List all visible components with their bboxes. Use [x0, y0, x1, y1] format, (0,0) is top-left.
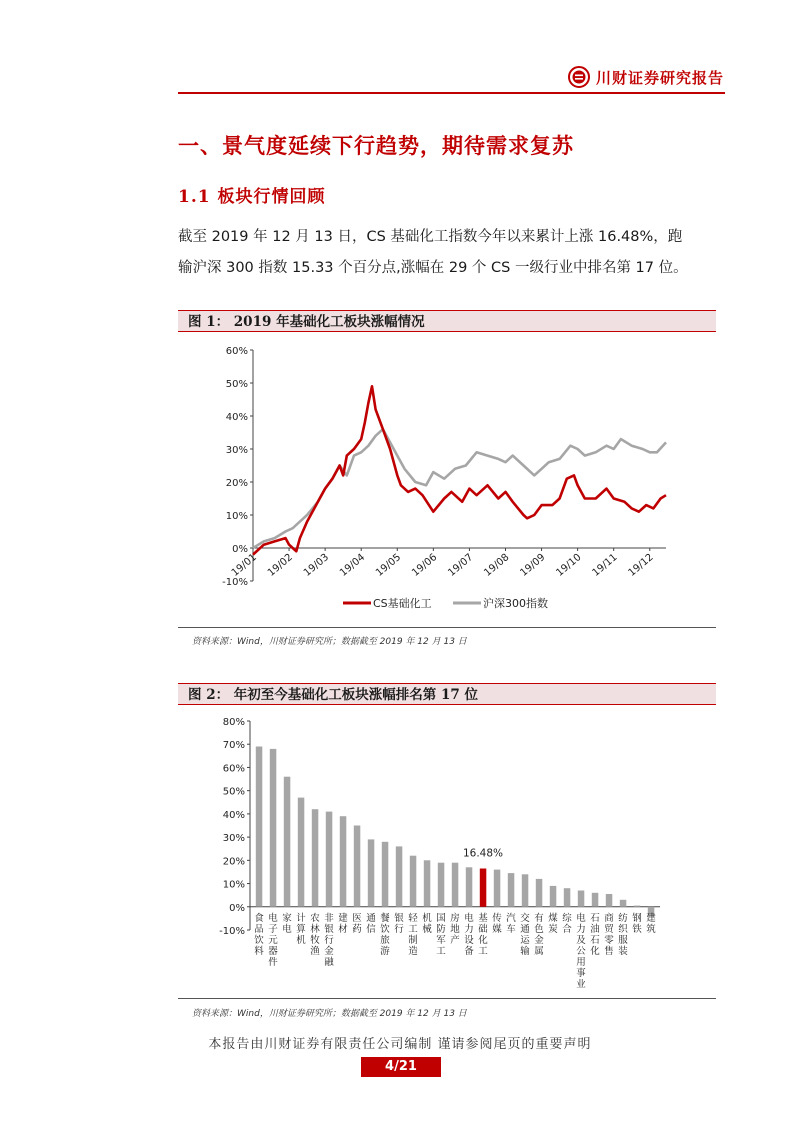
y-tick-label: 0%	[232, 544, 248, 555]
category-label: 电子元器件	[268, 912, 278, 968]
category-label: 房地产	[450, 912, 460, 946]
category-label: 机械	[422, 912, 432, 935]
category-label: 建材	[338, 912, 348, 935]
x-tick-label: 19/01	[229, 551, 259, 579]
category-label: 汽车	[506, 912, 516, 935]
x-tick-label: 19/07	[446, 551, 476, 579]
category-label: 建筑	[646, 912, 656, 935]
category-label: 煤炭	[548, 912, 558, 935]
x-tick-label: 19/04	[337, 551, 368, 579]
category-label: 轻工制造	[408, 912, 418, 957]
category-label: 交通运输	[520, 912, 530, 957]
bar	[578, 891, 585, 907]
y-tick-label: 10%	[222, 879, 245, 891]
legend-label-0: CS基础化工	[373, 597, 432, 610]
x-tick-label: 19/02	[265, 551, 295, 579]
y-tick-label: -10%	[222, 577, 248, 588]
category-label: 国防军工	[436, 912, 446, 957]
category-label: 非银行金融	[324, 912, 334, 968]
line-chart	[178, 333, 716, 629]
category-label: 银行	[394, 912, 404, 935]
bar	[256, 747, 262, 907]
highlight-data-label: 16.48%	[462, 847, 504, 860]
bar	[270, 749, 277, 907]
category-label: 农林牧渔	[310, 912, 320, 957]
y-tick-label: 30%	[222, 833, 245, 845]
bar	[494, 870, 501, 907]
y-tick-label: 30%	[225, 445, 248, 456]
category-label: 石油石化	[590, 912, 600, 957]
y-tick-label: 70%	[222, 740, 245, 752]
legend-label-1: 沪深300指数	[483, 597, 548, 610]
bar	[508, 873, 515, 907]
bar	[564, 888, 571, 907]
x-tick-label: 19/05	[374, 551, 404, 579]
y-tick-label: 0%	[229, 902, 245, 914]
y-tick-label: 80%	[222, 717, 245, 728]
y-tick-label: 10%	[225, 511, 248, 522]
report-brand	[568, 64, 724, 90]
bar	[550, 886, 557, 907]
category-label: 综合	[562, 912, 572, 935]
category-label: 电力及公用事业	[576, 912, 586, 990]
category-label: 传媒	[492, 912, 502, 935]
bar-chart	[178, 706, 716, 996]
series-line-1	[253, 429, 666, 548]
category-label: 通信	[366, 912, 376, 935]
brand-logo-icon	[568, 66, 590, 88]
x-tick-label: 19/03	[301, 551, 332, 579]
figure2-source: 资料来源：Wind，川财证券研究所；数据截至 2019 年 12 月 13 日	[192, 1009, 467, 1019]
x-tick-label: 19/09	[518, 551, 548, 579]
bar	[480, 869, 487, 907]
body-paragraph	[178, 222, 723, 284]
bar	[298, 798, 305, 907]
bar	[410, 856, 417, 907]
series-line-0	[253, 386, 666, 554]
category-label: 医药	[352, 912, 362, 935]
bar	[312, 809, 319, 907]
x-tick-label: 19/08	[482, 551, 512, 579]
bar	[522, 874, 529, 907]
bar	[536, 879, 543, 907]
x-tick-label: 19/12	[626, 551, 656, 579]
y-tick-label: 20%	[225, 478, 248, 489]
category-label: 基础化工	[478, 912, 488, 957]
bar	[466, 867, 473, 907]
y-tick-label: 50%	[225, 379, 248, 390]
bar	[424, 860, 431, 906]
figure1-bottom-rule	[178, 627, 716, 628]
category-label: 电力设备	[464, 912, 474, 957]
y-tick-label: -10%	[219, 926, 245, 937]
y-tick-label: 40%	[225, 412, 248, 423]
paragraph-line-2: 输沪深 300 指数 15.33 个百分点,涨幅在 29 个 CS 一级行业中排名第 17 位。	[178, 260, 688, 276]
figure2-bottom-rule	[178, 998, 716, 999]
y-tick-label: 40%	[222, 809, 245, 821]
bar	[382, 842, 389, 907]
category-label: 食品饮料	[254, 912, 264, 957]
bar	[340, 816, 347, 907]
brand-name: 川财证券研究报告	[595, 68, 724, 87]
category-label: 有色金属	[534, 912, 544, 957]
paragraph-line-1: 截至 2019 年 12 月 13 日，CS 基础化工指数今年以来累计上涨 16.48%，跑	[178, 229, 683, 245]
category-label: 计算机	[296, 912, 306, 946]
bar	[620, 900, 627, 907]
bar	[284, 777, 291, 907]
bar	[452, 863, 459, 907]
bar	[606, 894, 613, 907]
subsection-title: 1.1 板块行情回顾	[178, 187, 326, 207]
category-label: 餐饮旅游	[380, 912, 390, 957]
x-tick-label: 19/10	[554, 551, 584, 579]
bar	[368, 839, 375, 906]
bar	[634, 906, 641, 907]
y-tick-label: 60%	[225, 346, 248, 357]
header-divider	[178, 92, 725, 94]
figure1-source: 资料来源：Wind，川财证券研究所；数据截至 2019 年 12 月 13 日	[192, 637, 467, 647]
bar	[326, 812, 333, 907]
y-tick-label: 20%	[222, 856, 245, 868]
figure1-title: 图 1： 2019 年基础化工板块涨幅情况	[178, 310, 716, 332]
footer-disclaimer: 本报告由川财证券有限责任公司编制 谨请参阅尾页的重要声明	[208, 1037, 592, 1052]
y-tick-label: 50%	[222, 786, 245, 798]
page-number: 4/21	[361, 1057, 441, 1077]
bar	[354, 826, 361, 907]
section-title: 一、景气度延续下行趋势，期待需求复苏	[178, 133, 574, 158]
category-label: 钢铁	[632, 912, 642, 935]
y-tick-label: 60%	[222, 763, 245, 775]
figure2-title: 图 2： 年初至今基础化工板块涨幅排名第 17 位	[178, 683, 716, 705]
x-tick-label: 19/06	[410, 551, 440, 579]
bar	[438, 863, 445, 907]
bar	[396, 846, 403, 906]
category-label: 家电	[282, 912, 292, 935]
bar	[592, 893, 599, 907]
category-label: 纺织服装	[618, 912, 628, 957]
x-tick-label: 19/11	[590, 551, 620, 579]
category-label: 商贸零售	[604, 912, 614, 957]
